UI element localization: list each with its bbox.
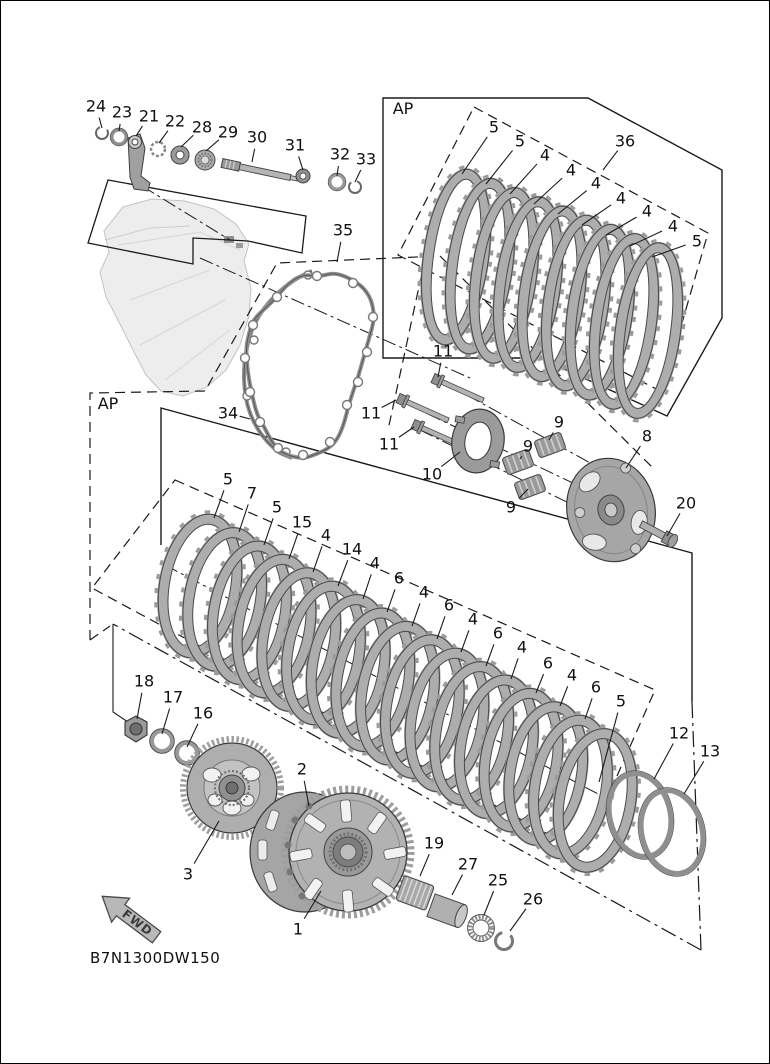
ap-label-upper: AP <box>392 99 414 118</box>
callout-12: 12 <box>668 723 690 743</box>
callout-32: 32 <box>329 144 351 164</box>
callout-15: 15 <box>291 512 313 532</box>
callout-14: 14 <box>341 539 363 559</box>
callout-7: 7 <box>246 483 258 503</box>
callout-6: 6 <box>492 623 504 643</box>
callout-28: 28 <box>191 117 213 137</box>
leader-line-27 <box>452 875 462 895</box>
leader-line-5 <box>462 137 487 174</box>
leader-line-25 <box>484 891 494 915</box>
leader-line-20 <box>667 513 680 536</box>
callout-5: 5 <box>271 497 283 517</box>
callout-25: 25 <box>487 870 509 890</box>
callout-5: 5 <box>514 131 526 151</box>
leader-line-4 <box>511 658 518 679</box>
callout-27: 27 <box>457 854 479 874</box>
callout-5: 5 <box>615 691 627 711</box>
callout-34: 34 <box>217 403 239 423</box>
spring-plate-10 <box>447 405 509 477</box>
bearing-29 <box>195 150 215 170</box>
clutch-housing-1 <box>250 789 411 915</box>
callout-6: 6 <box>393 568 405 588</box>
leader-line-4 <box>363 574 371 599</box>
leader-line-4 <box>461 630 469 652</box>
callout-31: 31 <box>284 135 306 155</box>
callout-23: 23 <box>111 102 133 122</box>
circlip-26 <box>496 933 513 950</box>
leader-line-4 <box>313 546 322 572</box>
callout-4: 4 <box>615 188 627 208</box>
o-rings <box>597 763 715 883</box>
callout-9: 9 <box>505 497 517 517</box>
callout-33: 33 <box>355 149 377 169</box>
nut-18 <box>125 716 147 742</box>
callout-17: 17 <box>162 687 184 707</box>
washer-23 <box>112 130 126 144</box>
callout-22: 22 <box>164 111 186 131</box>
part-code-label: B7N1300DW150 <box>90 949 221 967</box>
leader-line-30 <box>252 149 255 162</box>
ring-31 <box>296 169 310 183</box>
callout-6: 6 <box>590 677 602 697</box>
callout-11: 11 <box>432 341 454 361</box>
leader-line-3 <box>194 821 219 864</box>
leader-line-33 <box>355 170 361 182</box>
ap-label-lower: AP <box>97 394 119 413</box>
fwd-arrow <box>93 884 165 949</box>
callout-4: 4 <box>641 201 653 221</box>
callout-4: 4 <box>418 582 430 602</box>
leader-line-26 <box>510 909 526 931</box>
callout-4: 4 <box>667 216 679 236</box>
leader-line-19 <box>420 854 429 876</box>
callout-1: 1 <box>292 919 304 939</box>
callout-5: 5 <box>691 231 703 251</box>
callout-11: 11 <box>360 403 382 423</box>
hub-fasteners <box>125 716 199 765</box>
callout-9: 9 <box>553 412 565 432</box>
callout-5: 5 <box>488 117 500 137</box>
callout-21: 21 <box>138 106 160 126</box>
callout-20: 20 <box>675 493 697 513</box>
callout-35: 35 <box>332 220 354 240</box>
callout-3: 3 <box>182 864 194 884</box>
callout-4: 4 <box>539 145 551 165</box>
washer-25 <box>468 915 495 942</box>
callout-18: 18 <box>133 671 155 691</box>
callout-36: 36 <box>614 131 636 151</box>
callout-6: 6 <box>443 595 455 615</box>
callout-4: 4 <box>369 553 381 573</box>
leader-line-35 <box>337 242 341 262</box>
leader-line-28 <box>181 135 193 147</box>
leader-line-36 <box>603 151 618 170</box>
callout-10: 10 <box>421 464 443 484</box>
callout-24: 24 <box>85 96 107 116</box>
callout-4: 4 <box>566 665 578 685</box>
callout-5: 5 <box>222 469 234 489</box>
leader-line-18 <box>137 693 142 719</box>
crankcase-sketch <box>100 199 251 396</box>
circlip-33 <box>349 181 361 193</box>
spring-22 <box>151 142 165 156</box>
leader-line-31 <box>299 156 303 170</box>
leader-line-8 <box>626 446 640 468</box>
circlip-24 <box>96 127 108 139</box>
leader-line-34 <box>240 416 250 419</box>
spring-9 <box>514 474 546 500</box>
callout-4: 4 <box>467 609 479 629</box>
leader-line-5 <box>214 490 224 518</box>
pressure-plate-8 <box>557 450 665 570</box>
collar-27 <box>427 894 470 929</box>
callout-29: 29 <box>217 122 239 142</box>
callout-8: 8 <box>641 426 653 446</box>
callout-6: 6 <box>542 653 554 673</box>
push-rod-30 <box>221 159 298 184</box>
callout-4: 4 <box>590 173 602 193</box>
spring-9 <box>534 432 566 458</box>
callout-9: 9 <box>522 436 534 456</box>
callout-2: 2 <box>296 759 308 779</box>
clutch-springs-9 <box>502 432 566 500</box>
callout-13: 13 <box>699 741 721 761</box>
leader-line-11 <box>399 427 414 437</box>
leader-line-12 <box>654 744 673 779</box>
leader-line-29 <box>206 140 219 151</box>
callout-16: 16 <box>192 703 214 723</box>
leader-line-22 <box>159 131 168 143</box>
callout-4: 4 <box>320 525 332 545</box>
callout-4: 4 <box>565 160 577 180</box>
callout-30: 30 <box>246 127 268 147</box>
washer-32 <box>330 175 344 189</box>
oil-seal-28 <box>171 146 189 164</box>
callout-19: 19 <box>423 833 445 853</box>
fwd-label: FWD <box>119 906 156 939</box>
callout-4: 4 <box>516 637 528 657</box>
callout-26: 26 <box>522 889 544 909</box>
push-lever-21 <box>128 134 150 191</box>
callout-11: 11 <box>378 434 400 454</box>
